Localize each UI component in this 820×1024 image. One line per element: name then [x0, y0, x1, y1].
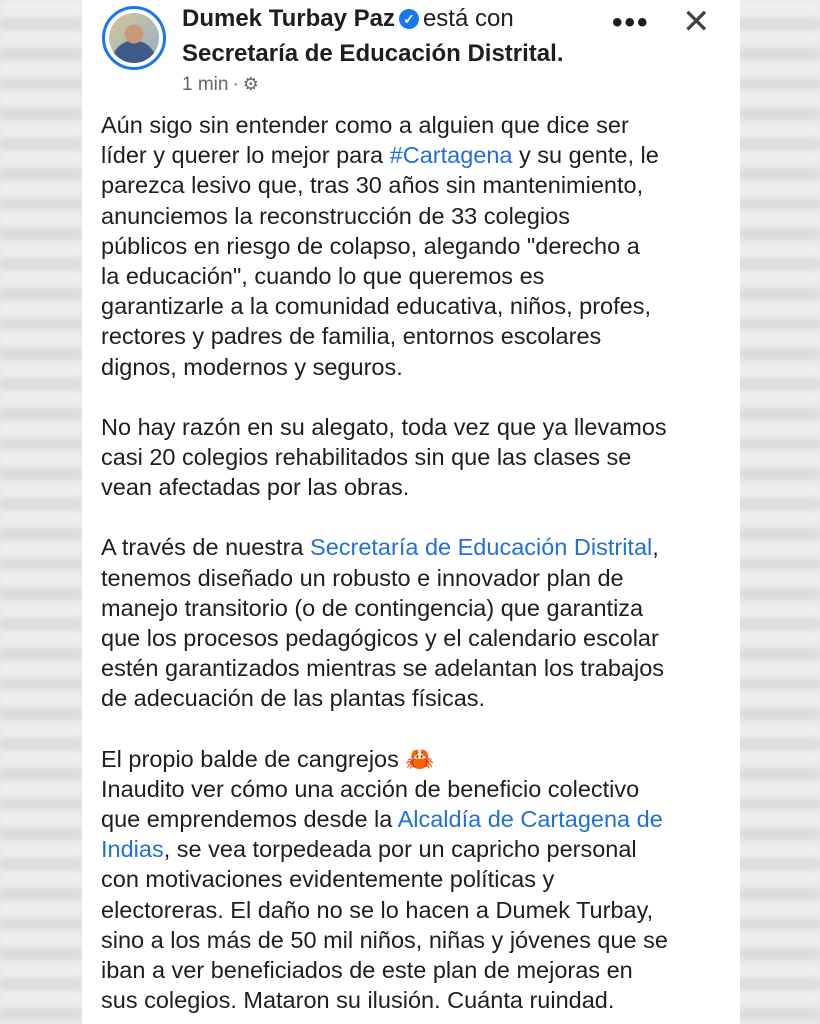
body-line	[101, 804, 726, 834]
body-line	[101, 140, 726, 170]
body-line: casi 20 colegios rehabilitados sin que las clases se	[101, 444, 632, 471]
body-line	[101, 532, 726, 562]
body-line: tenemos diseñado un robusto e innovador plan de	[101, 564, 624, 591]
body-line: la educación", cuando lo que queremos es	[101, 263, 545, 290]
body-line: parezca lesivo que, tras 30 años sin mantenimiento,	[101, 172, 644, 199]
with-text: está con	[422, 5, 514, 32]
body-line: Aún sigo sin entender como a alguien que dice ser	[101, 112, 629, 138]
body-line: vean afectadas por las obras.	[101, 474, 410, 501]
tagged-page-suffix: .	[556, 40, 564, 67]
profile-photo	[109, 13, 159, 63]
body-line: sino a los más de 50 mil niños, niñas y jóvenes que se	[101, 926, 668, 953]
alcaldia-link[interactable]: Alcaldía de Cartagena de	[397, 806, 663, 833]
body-text-span: , se vea torpedeada por un capricho personal	[163, 836, 637, 863]
hashtag-link[interactable]: #Cartagena	[389, 142, 513, 169]
post-header	[82, 0, 740, 100]
body-line: públicos en riesgo de colapso, alegando "derecho a	[101, 232, 640, 259]
meta-separator: ·	[232, 74, 239, 95]
post-time[interactable]: 1 min	[182, 74, 229, 95]
body-line: anunciemos la reconstrucción de 33 colegios	[101, 202, 570, 229]
blurred-background-right	[738, 0, 820, 1024]
body-line	[101, 744, 726, 774]
paragraph-gap	[101, 714, 726, 744]
body-line: con motivaciones evidentemente políticas y	[101, 866, 555, 893]
body-line: sus colegios. Mataron su ilusión. Cuánta ruindad.	[101, 987, 615, 1014]
crab-emoji-icon: 🦀	[405, 745, 435, 772]
body-line: que los procesos pedagógicos y el calendario escolar	[101, 625, 659, 652]
body-text-span: y su gente, le	[512, 142, 659, 169]
body-line: iban a ver beneficiados de este plan de mejoras en	[101, 957, 633, 984]
body-text-span: líder y querer lo mejor para	[101, 142, 390, 169]
tagged-page-line	[182, 40, 563, 68]
body-line: dignos, modernos y seguros.	[101, 353, 403, 380]
more-dots-icon[interactable]: •••	[612, 6, 650, 39]
paragraph-gap	[101, 502, 726, 532]
body-text-span: que emprendemos desde la	[101, 806, 398, 833]
body-line: electoreras. El daño no se lo hacen a Dumek Turbay,	[101, 896, 654, 923]
paragraph-gap	[101, 382, 726, 412]
body-line: garantizarle a la comunidad educativa, niños, profes,	[101, 293, 651, 320]
body-text-span: ,	[652, 534, 659, 561]
post-card	[82, 0, 740, 1024]
body-line: No hay razón en su alegato, toda vez que ya llevamos	[101, 413, 667, 440]
body-text-span: A través de nuestra	[101, 534, 311, 561]
blurred-background-left	[0, 0, 82, 1024]
close-icon[interactable]: ✕	[682, 3, 711, 41]
alcaldia-link-continued[interactable]: Indias	[101, 836, 164, 863]
gear-icon[interactable]: ⚙	[242, 74, 259, 94]
tagged-page-link[interactable]: Secretaría de Educación Distrital	[182, 40, 557, 67]
body-line	[101, 834, 726, 864]
post-meta	[182, 74, 259, 96]
body-line: Inaudito ver cómo una acción de beneficio colectivo	[101, 775, 640, 802]
body-line: manejo transitorio (o de contingencia) que garantiza	[101, 594, 644, 621]
body-line: rectores y padres de familia, entornos escolares	[101, 323, 602, 350]
author-line	[182, 5, 514, 33]
body-text-span: El propio balde de cangrejos	[101, 745, 399, 772]
avatar[interactable]	[102, 6, 166, 70]
verified-badge-icon: ✓	[399, 9, 419, 29]
body-line: estén garantizados mientras se adelantan los trabajos	[101, 655, 665, 682]
author-name[interactable]: Dumek Turbay Paz	[182, 5, 395, 32]
body-line: de adecuación de las plantas físicas.	[101, 685, 486, 712]
post-body	[101, 110, 726, 1015]
secretaria-link[interactable]: Secretaría de Educación Distrital	[310, 534, 653, 561]
